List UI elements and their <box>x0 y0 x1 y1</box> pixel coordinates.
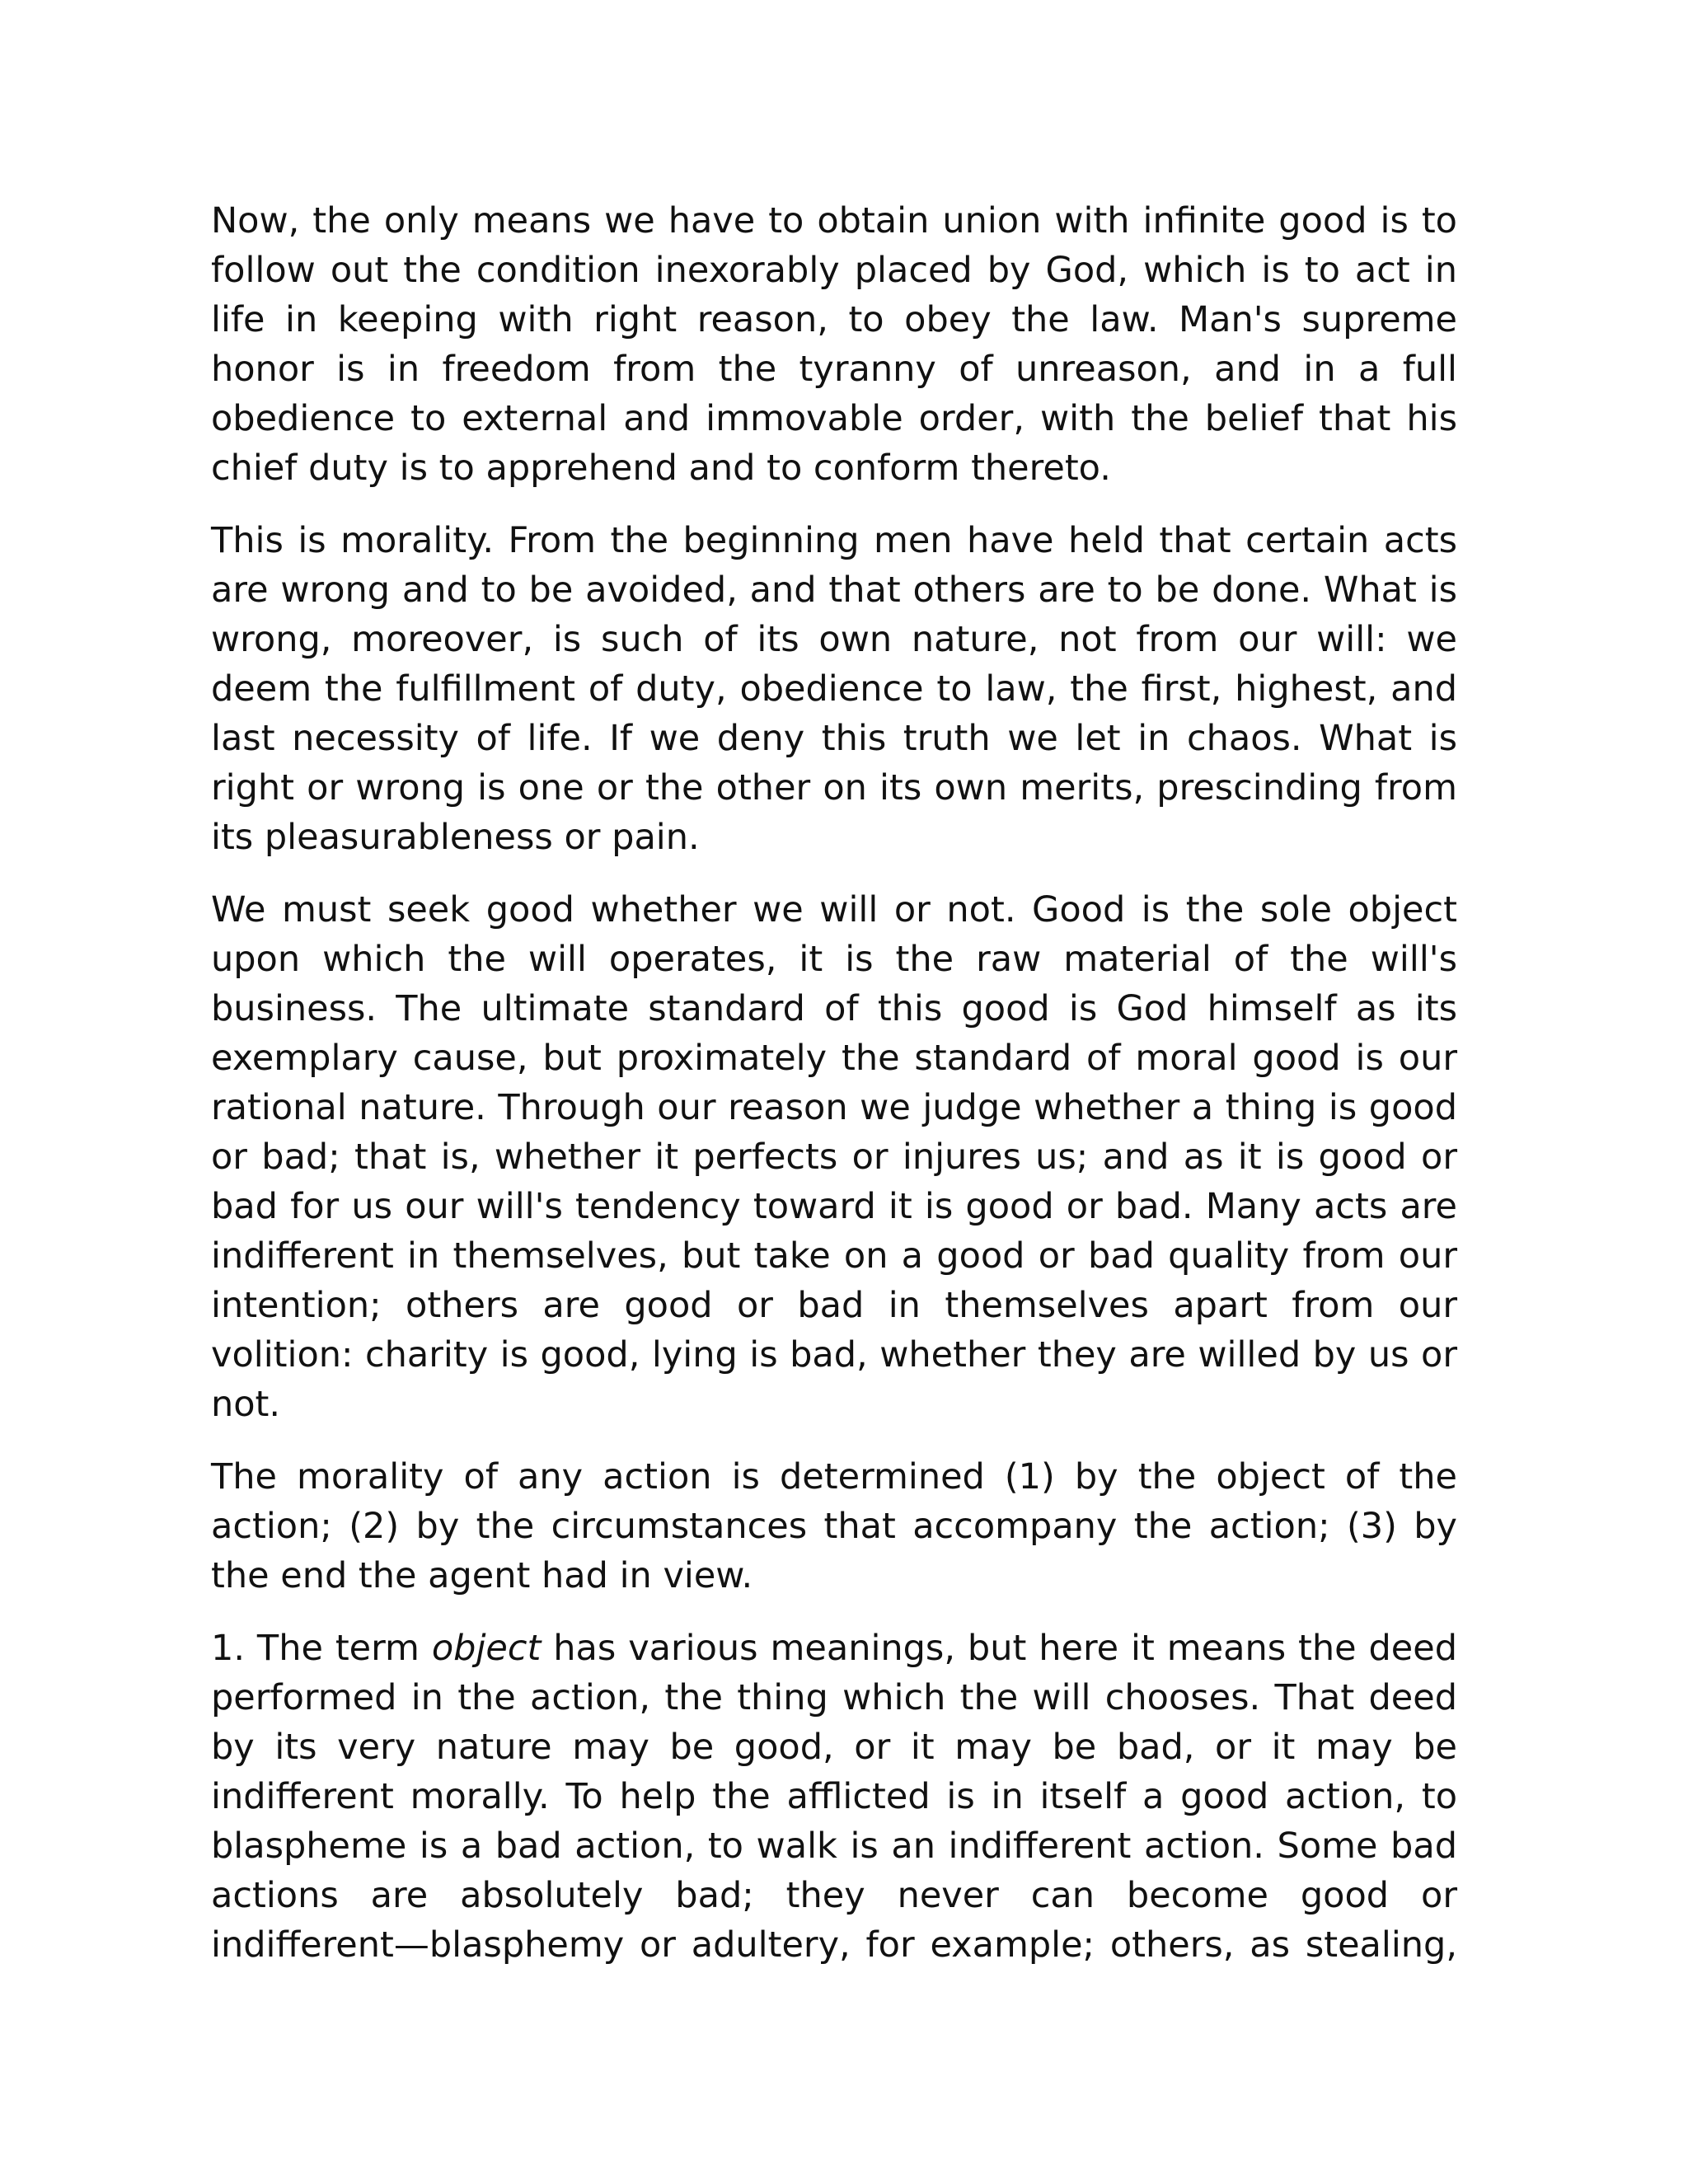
paragraph-1: Now, the only means we have to obtain union with infinite good is to follow out the condition inexorably placed by God, which is to act in life in keeping with right reason, to obey the law. Man's supreme honor is in freedom from the tyranny of unreason, and in a full obedience to external and immovable order, with the belief that his chief duty is to apprehend and to conform thereto. <box>211 200 1457 489</box>
paragraph-5-suffix: has various meanings, but here it means the deed performed in the action, the thing which the will chooses. That deed by its very nature may be good, or it may be bad, or it may be indifferent morally. To help the afflicted is in itself a good action, to blaspheme is a bad action, to walk is an indifferent action. Some bad actions are absolutely bad; they never can become good or indifferent—blasphemy or adultery, for example; others, as stealing, <box>211 1628 1457 1966</box>
paragraph-2: This is morality. From the beginning men have held that certain acts are wrong and to be avoided, and that others are to be done. What is wrong, moreover, is such of its own nature, not from our will: we deem the fulfillment of duty, obedience to law, the first, highest, and last necessity of life. If we deny this truth we let in chaos. What is right or wrong is one or the other on its own merits, prescinding from its pleasurableness or pain. <box>211 520 1457 858</box>
body-text <box>211 196 1457 1993</box>
paragraph-4: The morality of any action is determined (1) by the object of the action; (2) by the circumstances that accompany the action; (3) by the end the agent had in view. <box>211 1456 1457 1596</box>
paragraph-3: We must seek good whether we will or not. Good is the sole object upon which the will operates, it is the raw material of the will's business. The ultimate standard of this good is God himself as its exemplary cause, but proximately the standard of moral good is our rational nature. Through our reason we judge whether a thing is good or bad; that is, whether it perfects or injures us; and as it is good or bad for us our will's tendency toward it is good or bad. Many acts are indifferent in themselves, but take on a good or bad quality from our intention; others are good or bad in themselves apart from our volition: charity is good, lying is bad, whether they are willed by us or not. <box>211 889 1457 1425</box>
paragraph-5 <box>211 1624 1457 1970</box>
italic-term-object: object <box>431 1628 542 1669</box>
paragraph-5-prefix: 1. The term <box>211 1628 432 1669</box>
